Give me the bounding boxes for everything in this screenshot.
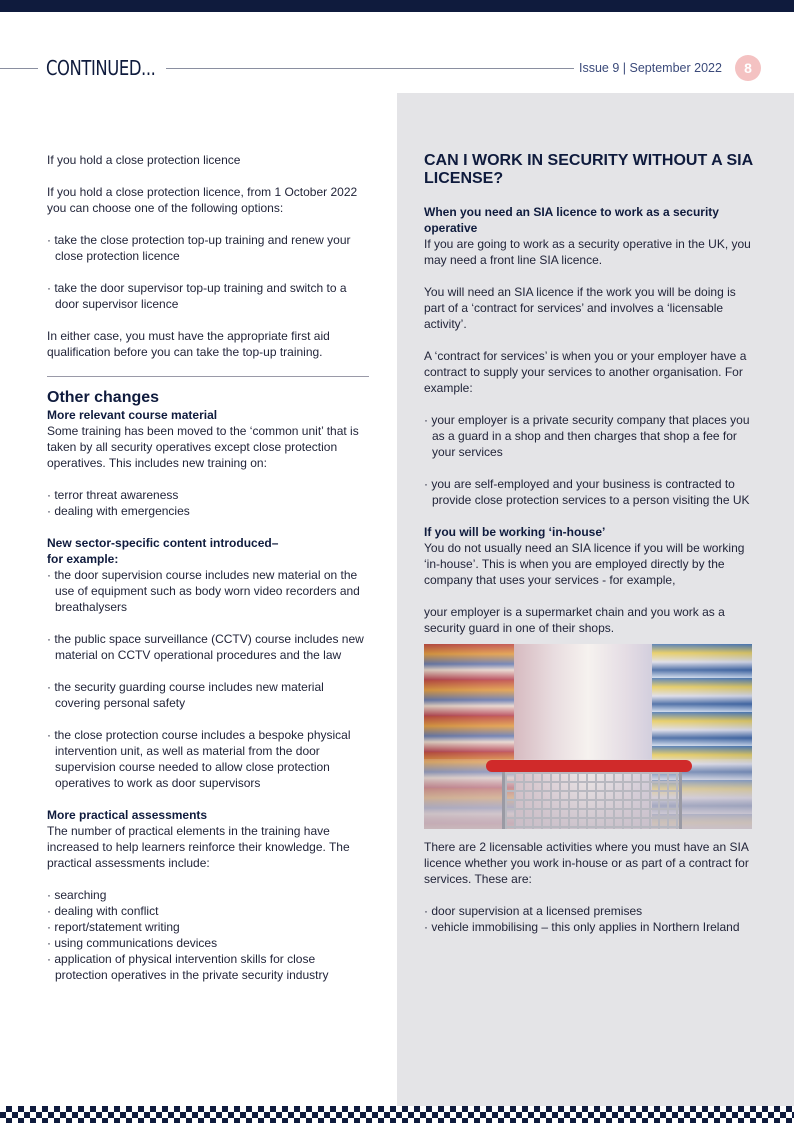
header-rule-left <box>0 68 38 69</box>
paragraph: your employer is a supermarket chain and you work as a security guard in one of their shops. <box>424 605 725 635</box>
top-bar <box>0 0 794 12</box>
shopping-cart-icon <box>486 760 692 829</box>
list-item: · terror threat awareness <box>47 488 179 502</box>
page-number-badge: 8 <box>735 55 761 81</box>
list-item: · the close protection course includes a bespoke physical intervention unit, as well as material from the door supervision course needed to allow close protection operatives to work as door supervisors <box>47 728 351 790</box>
subheading: More relevant course material <box>47 408 218 422</box>
cart-handle <box>486 760 692 772</box>
list-item: · door supervision at a licensed premises <box>424 904 643 918</box>
left-column <box>47 152 369 983</box>
list-item: · the door supervision course includes new material on the use of equipment such as body worn video recorders and breathalysers <box>47 568 360 614</box>
cart-basket <box>502 772 682 829</box>
paragraph: You do not usually need an SIA licence if you will be working ‘in-house’. This is when you are employed directly by the company that uses your services - for example, <box>424 541 745 587</box>
page-title: CONTINUED... <box>46 56 156 80</box>
list-item: · dealing with emergencies <box>47 504 190 518</box>
header-rule <box>166 68 574 69</box>
section-heading: CAN I WORK IN SECURITY WITHOUT A SIA LICENSE? <box>424 152 753 187</box>
subheading: New sector-specific content introduced– <box>47 536 279 550</box>
section-divider <box>47 376 369 377</box>
paragraph: If you are going to work as a security operative in the UK, you may need a front line SIA licence. <box>424 237 751 267</box>
checkered-footer-band <box>0 1106 794 1123</box>
issue-label: Issue 9 | September 2022 <box>579 61 722 75</box>
list-item: · searching <box>47 888 107 902</box>
subheading: for example: <box>47 552 119 566</box>
paragraph: If you hold a close protection licence <box>47 153 241 167</box>
paragraph: The number of practical elements in the training have increased to help learners reinforce their knowledge. The practical assessments include: <box>47 824 350 870</box>
list-item: · take the door supervisor top-up training and switch to a door supervisor licence <box>47 281 347 311</box>
paragraph: A ‘contract for services’ is when you or your employer have a contract to supply your services to another organisation. For example: <box>424 349 747 395</box>
list-item: · take the close protection top-up training and renew your close protection licence <box>47 233 351 263</box>
subheading: When you need an SIA licence to work as a security operative <box>424 205 719 235</box>
list-item: · the public space surveillance (CCTV) course includes new material on CCTV operational procedures and the law <box>47 632 364 662</box>
subheading: If you will be working ‘in-house’ <box>424 525 606 539</box>
right-column <box>424 152 754 935</box>
list-item: · you are self-employed and your business is contracted to provide close protection services to a person visiting the UK <box>424 477 750 507</box>
list-item: · report/statement writing <box>47 920 180 934</box>
list-item: · using communications devices <box>47 936 218 950</box>
list-item: · the security guarding course includes new material covering personal safety <box>47 680 324 710</box>
list-item: · vehicle immobilising – this only applies in Northern Ireland <box>424 920 740 934</box>
paragraph: There are 2 licensable activities where you must have an SIA licence whether you work in-house or as part of a contract for services. These are: <box>424 840 749 886</box>
paragraph: Some training has been moved to the ‘common unit’ that is taken by all security operatives except close protection operatives. This includes new training on: <box>47 424 359 470</box>
paragraph: In either case, you must have the appropriate first aid qualification before you can take the top-up training. <box>47 329 330 359</box>
list-item: · your employer is a private security company that places you as a guard in a shop and then charges that shop a fee for your services <box>424 413 750 459</box>
supermarket-trolley-photo <box>424 644 752 829</box>
section-heading: Other changes <box>47 389 160 406</box>
paragraph: You will need an SIA licence if the work you will be doing is part of a ‘contract for services’ and involves a ‘licensable activity’. <box>424 285 736 331</box>
list-item: · dealing with conflict <box>47 904 159 918</box>
list-item: · application of physical intervention skills for close protection operatives in the private security industry <box>47 952 329 982</box>
paragraph: If you hold a close protection licence, from 1 October 2022 you can choose one of the following options: <box>47 185 358 215</box>
subheading: More practical assessments <box>47 808 208 822</box>
